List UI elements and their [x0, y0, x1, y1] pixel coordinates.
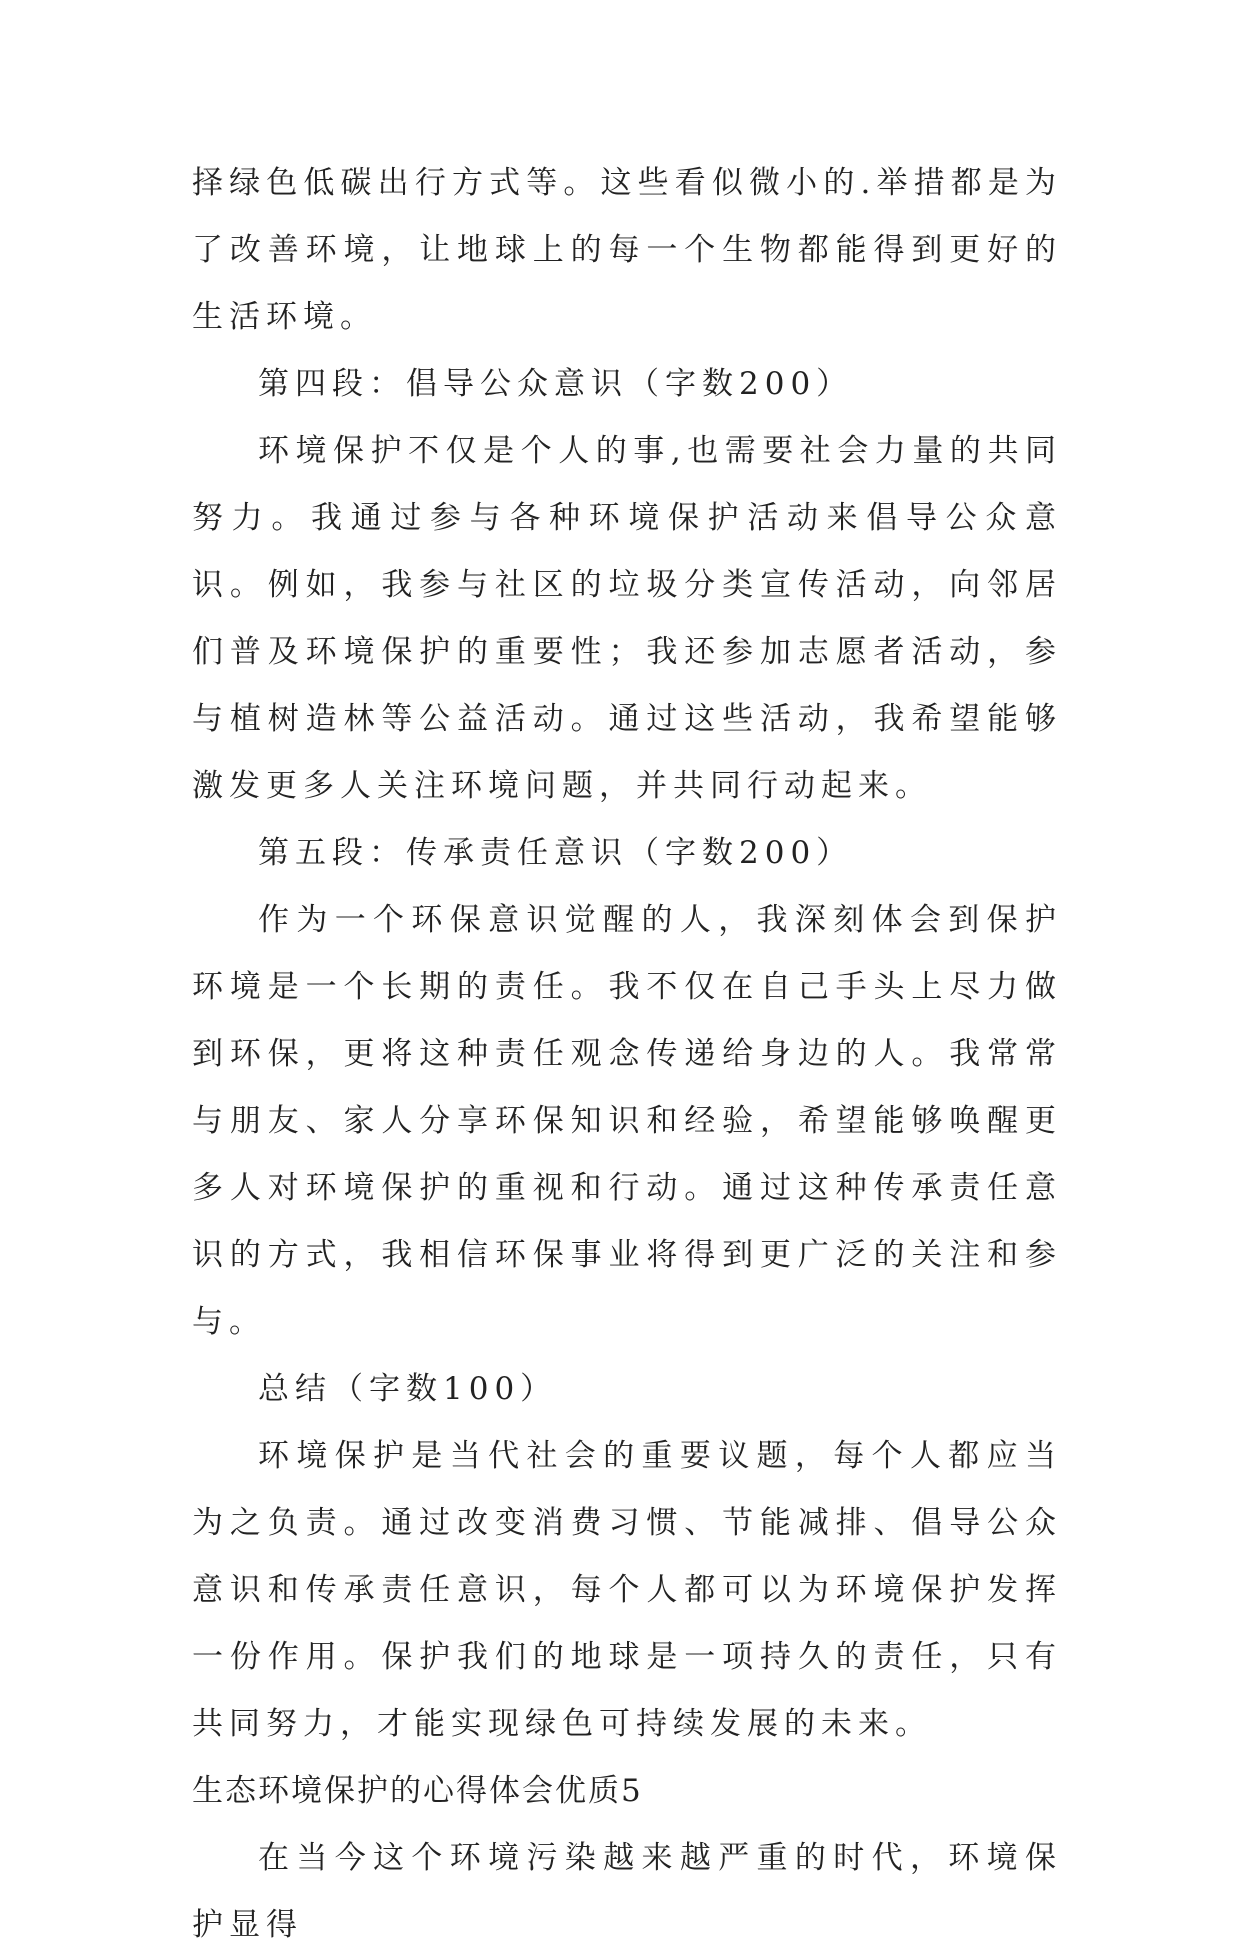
section-heading-4: 第四段：倡导公众意识（字数200）: [258, 366, 854, 402]
section-heading-5: 第五段：传承责任意识（字数200）: [258, 835, 854, 871]
article-title: 生态环境保护的心得体会优质5: [192, 1773, 643, 1809]
paragraph-continuation: 择绿色低碳出行方式等。这些看似微小的.举措都是为了改善环境，让地球上的每一个生物都能得到更好的生活环境。: [192, 165, 1062, 335]
section-heading-summary: 总结（字数100）: [258, 1371, 558, 1407]
paragraph-article-intro: 在当今这个环境污染越来越严重的时代，环境保护显得: [192, 1840, 1062, 1943]
paragraph-summary: 环境保护是当代社会的重要议题，每个人都应当为之负责。通过改变消费习惯、节能减排、倡导公众意识和传承责任意识，每个人都可以为环境保护发挥一份作用。保护我们的地球是一项持久的责任，只有共同努力，才能实现绿色可持续发展的未来。: [192, 1438, 1062, 1742]
document-body: [192, 150, 1062, 1959]
paragraph-public-awareness: 环境保护不仅是个人的事,也需要社会力量的共同努力。我通过参与各种环境保护活动来倡导公众意识。例如，我参与社区的垃圾分类宣传活动，向邻居们普及环境保护的重要性；我还参加志愿者活动，参与植树造林等公益活动。通过这些活动，我希望能够激发更多人关注环境问题，并共同行动起来。: [192, 433, 1062, 804]
paragraph-responsibility: 作为一个环保意识觉醒的人，我深刻体会到保护环境是一个长期的责任。我不仅在自己手头上尽力做到环保，更将这种责任观念传递给身边的人。我常常与朋友、家人分享环保知识和经验，希望能够唤醒更多人对环境保护的重视和行动。通过这种传承责任意识的方式，我相信环保事业将得到更广泛的关注和参与。: [192, 902, 1062, 1340]
